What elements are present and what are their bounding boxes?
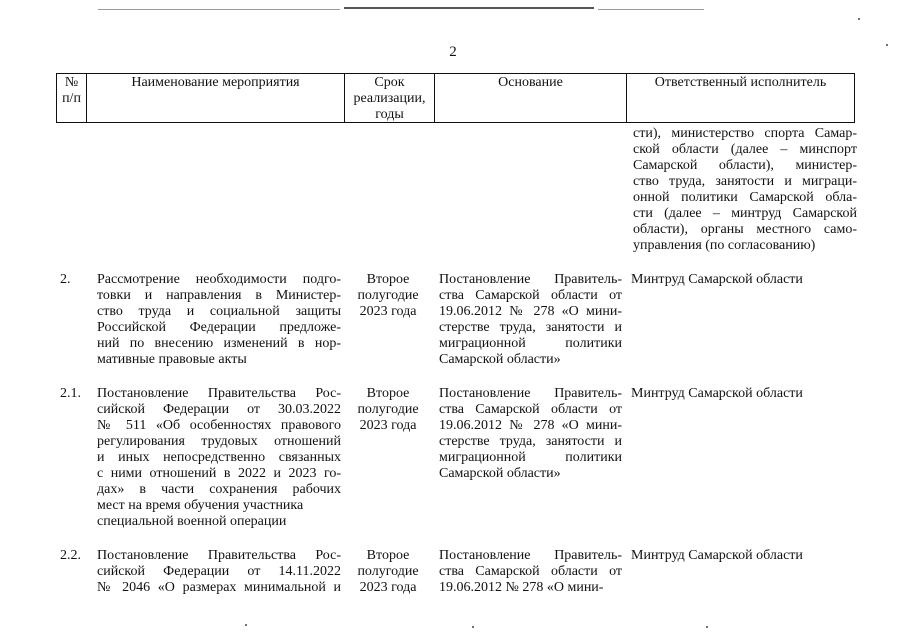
row-name: Постановление Правительства Рос- сийской Федерации от 30.03.2022 № 511 «Об особенностях правового регулирования трудовых отношений и иных непосредственно связанных с ними отношений в 2022 и 2023 го- дах» в части сохранения рабочих мест на время обучения участника специальной военной операции: [97, 386, 341, 529]
page-number: 2: [449, 44, 457, 60]
row-executor: Минтруд Самарской области: [631, 272, 803, 287]
scan-speck: [886, 44, 888, 46]
scan-speck: [858, 18, 860, 20]
row-term: Второе полугодие 2023 года: [357, 272, 419, 319]
executor-continuation: сти), министерство спорта Самар- ской области (далее – минспорт Самарской области), министер- ство труда, занятости и миграци- онной политики Самарской обла- сти (далее – минтруд Самарской области), органы местного само- управления (по согласованию): [633, 126, 857, 253]
row-basis: Постановление Правитель- ства Самарской области от 19.06.2012 № 278 «О мини- стерстве труда, занятости и миграционной политики Самарской области»: [439, 386, 622, 481]
header-term: Срок реализации, годы: [353, 75, 426, 122]
scan-artifact-line: [98, 9, 340, 10]
header-name: Наименование мероприятия: [131, 75, 300, 90]
row-basis: Постановление Правитель- ства Самарской области от 19.06.2012 № 278 «О мини- стерстве труда, занятости и миграционной политики Самарской области»: [439, 272, 622, 367]
header-basis: Основание: [498, 75, 563, 90]
scan-speck: [245, 624, 247, 626]
row-number: 2.1.: [60, 386, 81, 401]
scan-speck: [472, 626, 474, 628]
row-executor: Минтруд Самарской области: [631, 386, 803, 401]
scan-artifact-line: [344, 7, 594, 9]
row-term: Второе полугодие 2023 года: [357, 386, 419, 433]
row-number: 2.2.: [60, 548, 81, 563]
scan-speck: [706, 626, 708, 628]
header-number: № п/п: [62, 75, 81, 106]
table-header: [56, 73, 855, 123]
row-basis: Постановление Правитель- ства Самарской области от 19.06.2012 № 278 «О мини-: [439, 548, 622, 595]
header-executor: Ответственный исполнитель: [654, 75, 827, 90]
row-name: Постановление Правительства Рос- сийской Федерации от 14.11.2022 № 2046 «О размерах минимальной и: [97, 548, 341, 595]
scan-artifact-line: [598, 9, 704, 10]
row-number: 2.: [60, 272, 71, 287]
row-name: Рассмотрение необходимости подго- товки и направления в Министер- ство труда и социальной защиты Российской Федерации предложе- ний по внесению изменений в нор- мативные правовые акты: [97, 272, 341, 367]
row-term: Второе полугодие 2023 года: [357, 548, 419, 595]
row-executor: Минтруд Самарской области: [631, 548, 803, 563]
